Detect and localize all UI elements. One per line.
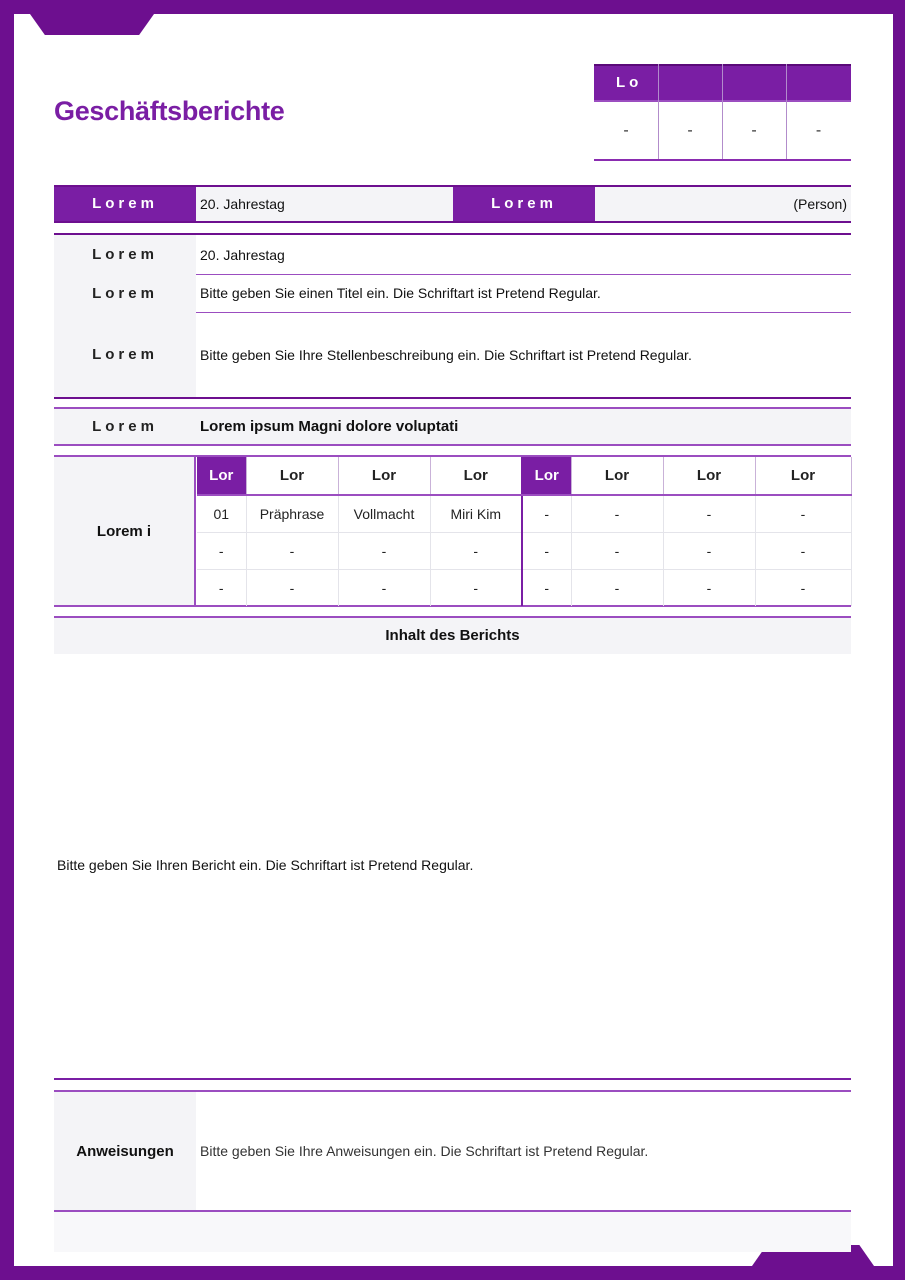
- header-info-row: [54, 185, 851, 223]
- table-row: [197, 495, 851, 533]
- instructions-block: [54, 1090, 851, 1212]
- job-description-field[interactable]: Bitte geben Sie Ihre Stellenbeschreibung ein. Die Schriftart ist Pretend Regular.: [200, 346, 692, 363]
- info-label: Lorem: [54, 235, 196, 274]
- table-cell[interactable]: -: [430, 533, 522, 570]
- meeting-label: Lorem: [92, 418, 158, 435]
- table-cell[interactable]: -: [246, 570, 338, 607]
- table-cell[interactable]: 01: [197, 495, 246, 533]
- approval-header-cell: [787, 64, 851, 102]
- participants-label: Lorem i: [54, 457, 196, 605]
- table-cell[interactable]: Präphrase: [246, 495, 338, 533]
- author-field[interactable]: (Person): [793, 196, 847, 212]
- instructions-label: Anweisungen: [54, 1092, 196, 1210]
- table-cell[interactable]: Miri Kim: [430, 495, 522, 533]
- report-divider: [54, 1078, 851, 1080]
- table-cell[interactable]: -: [571, 533, 663, 570]
- table-cell[interactable]: -: [522, 533, 571, 570]
- table-cell[interactable]: -: [755, 570, 851, 607]
- column-header: Lor: [522, 457, 571, 495]
- approval-signature-field[interactable]: -: [751, 122, 757, 139]
- table-cell[interactable]: -: [571, 570, 663, 607]
- table-cell[interactable]: -: [663, 495, 755, 533]
- meeting-field[interactable]: Lorem ipsum Magni dolore voluptati: [200, 418, 459, 435]
- document-title: Geschäftsberichte: [54, 96, 285, 126]
- approval-signature-field[interactable]: -: [623, 122, 629, 139]
- column-header: Lor: [663, 457, 755, 495]
- table-cell[interactable]: -: [338, 533, 430, 570]
- table-row: [197, 533, 851, 570]
- column-header: Lor: [338, 457, 430, 495]
- approval-signature-field[interactable]: -: [687, 122, 693, 139]
- info-row: [54, 235, 851, 275]
- table-header-row: [197, 457, 851, 495]
- approval-header-cell: [659, 64, 723, 102]
- date-field[interactable]: 20. Jahrestag: [200, 196, 285, 212]
- info-label: Lorem: [54, 312, 196, 397]
- table-cell[interactable]: -: [755, 533, 851, 570]
- column-header: Lor: [246, 457, 338, 495]
- approval-header-cell: [723, 64, 787, 102]
- table-cell[interactable]: -: [522, 570, 571, 607]
- report-body-field[interactable]: Bitte geben Sie Ihren Bericht ein. Die Schriftart ist Pretend Regular.: [57, 857, 474, 873]
- table-cell[interactable]: -: [571, 495, 663, 533]
- author-label: Lorem: [453, 187, 595, 221]
- column-header: Lor: [430, 457, 522, 495]
- info-block: [54, 233, 851, 399]
- info-field[interactable]: 20. Jahrestag: [200, 246, 285, 263]
- date-label: Lorem: [54, 187, 196, 221]
- approval-header-cell: Lo: [616, 74, 643, 91]
- approval-box: [594, 64, 851, 161]
- table-row: [197, 570, 851, 607]
- column-header: Lor: [197, 457, 246, 495]
- table-cell[interactable]: -: [663, 533, 755, 570]
- table-cell[interactable]: -: [663, 570, 755, 607]
- instructions-field[interactable]: Bitte geben Sie Ihre Anweisungen ein. Die Schriftart ist Pretend Regular.: [200, 1143, 649, 1159]
- participants-block: [54, 455, 851, 607]
- table-cell[interactable]: -: [197, 533, 246, 570]
- column-header: Lor: [571, 457, 663, 495]
- participants-table: [197, 457, 852, 606]
- table-cell[interactable]: -: [246, 533, 338, 570]
- table-cell[interactable]: Vollmacht: [338, 495, 430, 533]
- column-header: Lor: [755, 457, 851, 495]
- approval-signature-field[interactable]: -: [815, 122, 822, 139]
- frame-tab-top: [30, 14, 154, 35]
- table-cell[interactable]: -: [755, 495, 851, 533]
- table-cell[interactable]: -: [430, 570, 522, 607]
- title-field[interactable]: Bitte geben Sie einen Titel ein. Die Schriftart ist Pretend Regular.: [200, 285, 601, 301]
- info-label: Lorem: [54, 274, 196, 312]
- info-row: [54, 274, 851, 313]
- table-cell[interactable]: -: [338, 570, 430, 607]
- footer-area: [54, 1212, 851, 1252]
- meeting-row: [54, 407, 851, 446]
- report-heading: Inhalt des Berichts: [54, 616, 851, 654]
- table-cell[interactable]: -: [197, 570, 246, 607]
- info-row: [54, 312, 851, 397]
- table-cell[interactable]: -: [522, 495, 571, 533]
